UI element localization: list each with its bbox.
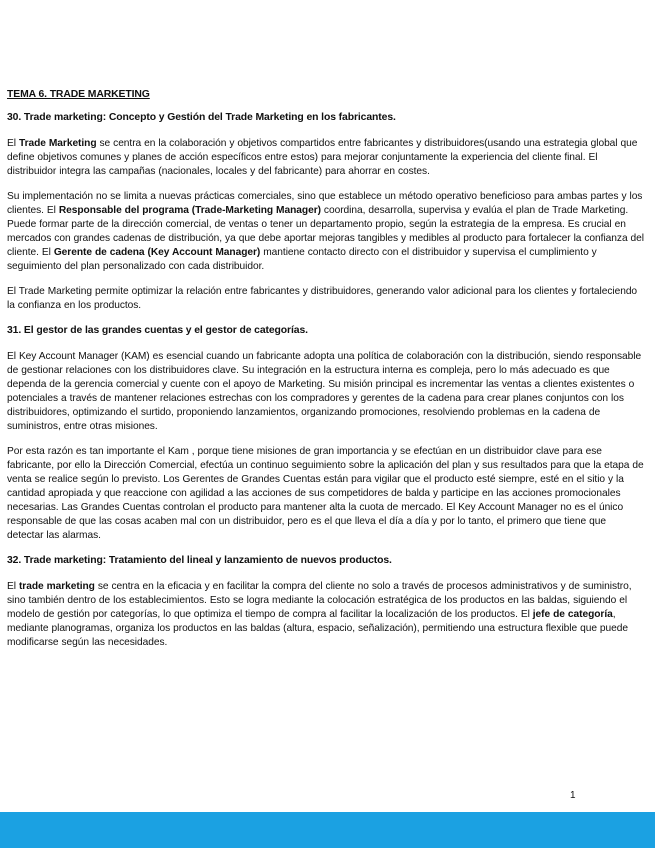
section-32-heading: 32. Trade marketing: Tratamiento del lineal y lanzamiento de nuevos productos. xyxy=(7,555,392,566)
section-30-paragraph-2 xyxy=(7,190,645,274)
section-31-paragraph-1: El Key Account Manager (KAM) es esencial cuando un fabricante adopta una política de colaboración con la distribución, siendo responsable de gestionar relaciones con los distribuidores clave. Su integración en la estructura interna es compleja, pero lo más adecuado es que dependa de la gerencia comercial y cuente con el apoyo de Marketing. Su misión principal es incrementar las ventas a clientes existentes o potenciales a través de mantener relaciones estrechas con los compradores y gerentes de la cadena para crear planes conjuntos con los distribuidores, optimizando el surtido, proponiendo lanzamientos, organizando promociones, resolviendo problemas en la cadena de suministros, entre otras misiones. xyxy=(7,351,642,432)
text-run: El xyxy=(7,138,19,149)
section-30-paragraph-3: El Trade Marketing permite optimizar la relación entre fabricantes y distribuidores, generando valor adicional para los clientes y fortaleciendo la confianza en los productos. xyxy=(7,286,638,311)
section-32-paragraph-1 xyxy=(7,580,645,650)
text-run: se centra en la colaboración y objetivos compartidos entre fabricantes y distribuidores(usando una estrategia global que define objetivos comunes y planes de acción específicos entre estos) para mejorar conjuntamente la experiencia del cliente final. El distribuidor integra las campañas (nacionales, locales y del fabricante) para ahorrar en costes. xyxy=(7,138,638,177)
bold-term-category-manager: jefe de categoría xyxy=(532,609,613,620)
bold-term-program-manager: Responsable del programa (Trade-Marketing Manager) xyxy=(58,205,321,216)
section-30-paragraph-1 xyxy=(7,137,645,179)
text-run: se centra en la eficacia y en facilitar la compra del cliente no solo a través de procesos administrativos y de suministro, sino también dentro de los establecimientos. Esto se logra mediante la colocación estratégica de los productos en las baldas, siguiendo el modelo de gestión por categorías, lo que optimiza el tiempo de compra al facilitar la localización de los productos. El xyxy=(7,581,632,620)
section-31-paragraph-2: Por esta razón es tan importante el Kam , porque tiene misiones de gran importancia y se efectúan en un distribuidor clave para ese fabricante, por ello la Dirección Comercial, efectúa un continuo seguimiento sobre la aplicación del plan y sus resultados para que la etapa de venta se realice según lo previsto. Los Gerentes de Grandes Cuentas están para vigilar que el producto esté siempre, esté en el sitio y la cantidad apropiada y que reaccione con agilidad a las acciones de sus competidores de balda y participe en las acciones promocionales necesarias. Las Grandes Cuentas controlan el producto para mantener alta la cuota de mercado. El Key Account Manager no es el único responsable de que las cosas acaben mal con un distribuidor, pero es el que lleva el día a día y por lo tanto, el primero que tiene que detectar las alarmas. xyxy=(7,446,644,541)
footer-bar xyxy=(0,812,655,848)
section-30-heading: 30. Trade marketing: Concepto y Gestión del Trade Marketing en los fabricantes. xyxy=(7,112,396,123)
text-run: , mediante planogramas, organiza los productos en las baldas (altura, espacio, señalización), permitiendo una estructura flexible que puede modificarse según las necesidades. xyxy=(7,609,628,648)
section-31-heading: 31. El gestor de las grandes cuentas y el gestor de categorías. xyxy=(7,325,308,336)
text-run: Su implementación no se limita a nuevas prácticas comerciales, sino que establece un método operativo beneficioso para ambas partes y los clientes. El xyxy=(7,191,643,216)
document-title: TEMA 6. TRADE MARKETING xyxy=(7,89,150,100)
text-run: El xyxy=(7,581,19,592)
text-run: coordina, desarrolla, supervisa y evalúa el plan de Trade Marketing. Puede formar parte de la dirección comercial, de ventas o tener un departamento propio, según la estrategia de la empresa. Es crucial en mercados con grandes cadenas de distribución, ya que debe aportar mejoras tangibles y medibles al producto para fortalecer la confianza del cliente. El xyxy=(7,205,644,258)
bold-term-key-account-manager: Gerente de cadena (Key Account Manager) xyxy=(53,247,261,258)
text-run: mantiene contacto directo con el distribuidor y supervisa el cumplimiento y seguimiento del plan personalizado con cada distribuidor. xyxy=(7,247,597,272)
bold-term-trade-marketing: trade marketing xyxy=(18,581,95,592)
document-content xyxy=(7,88,645,661)
bold-term-trade-marketing: Trade Marketing xyxy=(18,138,97,149)
page-number: 1 xyxy=(570,790,576,801)
